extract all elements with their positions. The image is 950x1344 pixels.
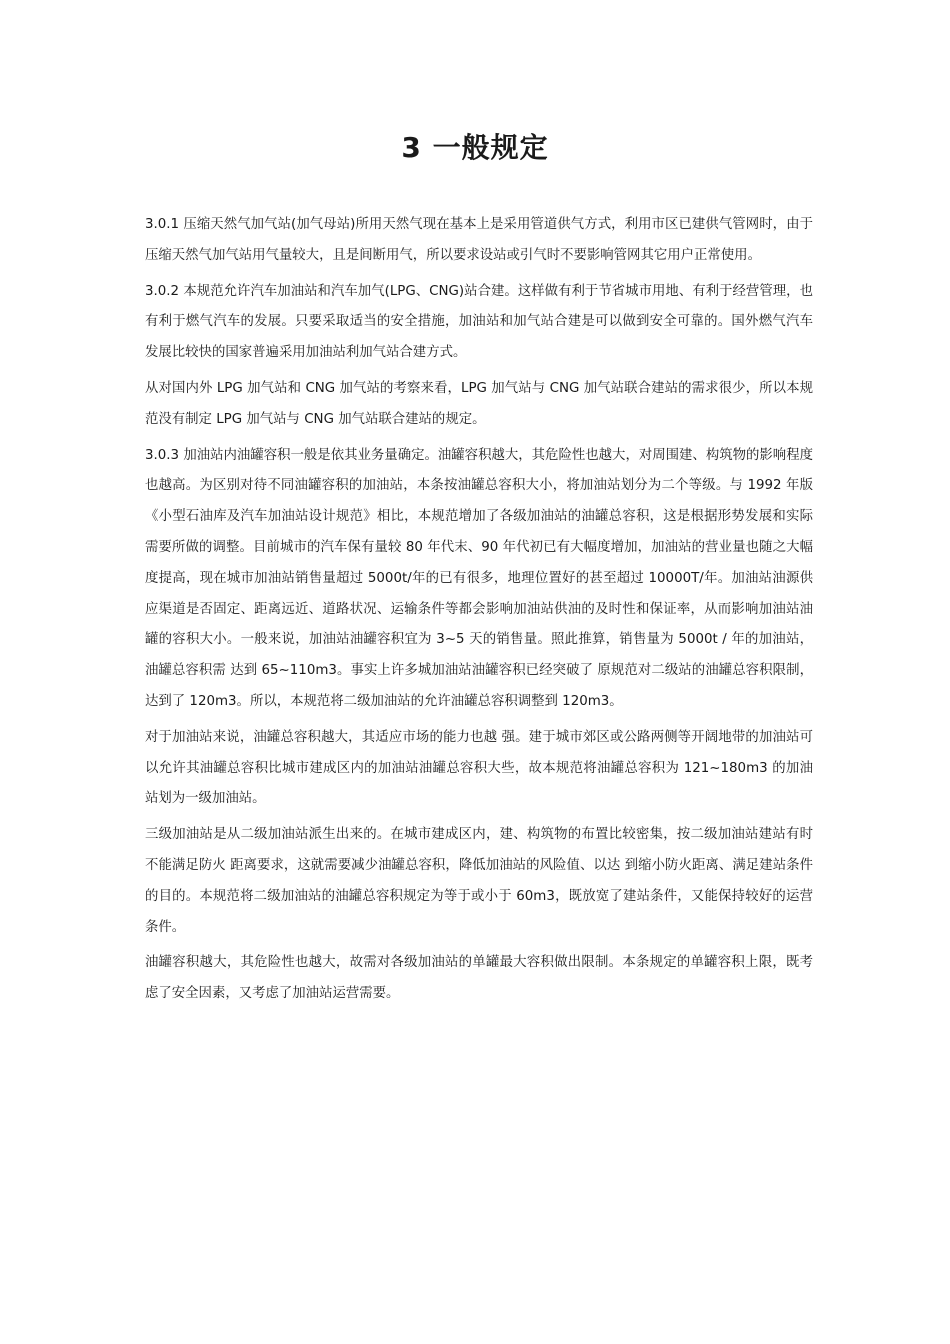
- page-title: 3 一般规定: [401, 131, 549, 164]
- paragraph-lpg-cng: 从对国内外 LPG 加气站和 CNG 加气站的考察来看，LPG 加气站与 CNG 加气站联合建站的需求很少，所以本规范没有制定 LPG 加气站与 CNG 加气站联合建站的规定。: [145, 380, 813, 427]
- document-body: [145, 210, 813, 1015]
- paragraph-3-0-2: 3.0.2 本规范允许汽车加油站和汽车加气(LPG、CNG)站合建。这样做有利于节省城市用地、有利于经营管理，也有利于燃气汽车的发展。只要采取适当的安全措施，加油站和加气站合建是可以做到安全可靠的。国外燃气汽车发展比较快的国家普遍采用加油站利加气站合建方式。: [145, 283, 813, 361]
- paragraph-3-0-3: 3.0.3 加油站内油罐容积一般是依其业务量确定。油罐容积越大，其危险性也越大，对周围建、构筑物的影响程度也越高。为区别对待不同油罐容积的加油站，本条按油罐总容积大小，将加油站划分为二个等级。与 1992 年版《小型石油库及汽车加油站设计规范》相比，本规范增加了各级加油站的油罐总容积，这是根据形势发展和实际需要所做的调整。目前城市的汽车保有量较 80 年代末、90 年代初已有大幅度增加，加油站的营业量也随之大幅度提高，现在城市加油站销售量超过 5000t/年的已有很多，地理位置好的甚至超过 10000T/年。加油站油源供应渠道是否固定、距离远近、道路状况、运输条件等都会影响加油站供油的及时性和保证率，从而影响加油站油罐的容积大小。一般来说，加油站油罐容积宜为 3~5 天的销售量。照此推算，销售量为 5000t / 年的加油站，油罐总容积需 达到 65~110m3。事实上许多城加油站油罐容积已经突破了 原规范对二级站的油罐总容积限制，达到了 120m3。所以，本规范将二级加油站的允许油罐总容积调整到 120m3。: [145, 447, 813, 709]
- paragraph-single-tank-limit: 油罐容积越大，其危险性也越大，故需对各级加油站的单罐最大容积做出限制。本条规定的单罐容积上限，既考虑了安全因素，又考虑了加油站运营需要。: [145, 955, 813, 1002]
- paragraph-3-0-1: 3.0.1 压缩天然气加气站(加气母站)所用天然气现在基本上是采用管道供气方式，利用市区已建供气管网时，由于压缩天然气加气站用气量较大，且是间断用气，所以要求设站或引气时不要影响管网其它用户正常使用。: [145, 217, 813, 263]
- paragraph-first-class-station: 对于加油站来说，油罐总容积越大，其适应市场的能力也越 强。建于城市郊区或公路两侧等开阔地带的加油站可以允许其油罐总容积比城市建成区内的加油站油罐总容积大些，故本规范将油罐总容积为 121~180m3 的加油站划为一级加油站。: [145, 729, 813, 807]
- paragraph-third-class-station: 三级加油站是从二级加油站派生出来的。在城市建成区内，建、构筑物的布置比较密集，按二级加油站建站有时不能满足防火 距离要求，这就需要减少油罐总容积，降低加油站的风险值、以达 到缩小防火距离、满足建站条件的目的。本规范将二级加油站的油罐总容积规定为等于或小于 60m3，既放宽了建站条件，又能保持较好的运营条件。: [145, 827, 813, 935]
